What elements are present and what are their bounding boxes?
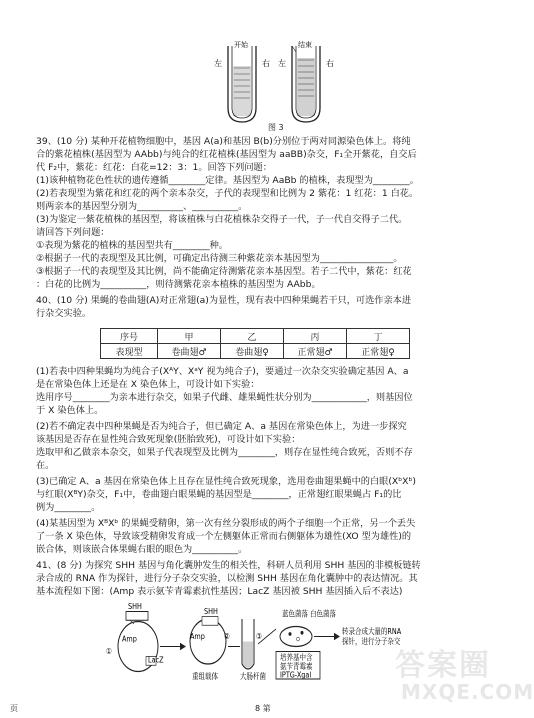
table-cell: 丙	[284, 329, 347, 344]
colony-label: 蓝色菌落 白色菌落	[282, 608, 336, 619]
table-cell: 乙	[221, 329, 284, 344]
step-1: ①	[106, 646, 112, 657]
q40-line: 在。	[36, 460, 55, 471]
q40-line: 该基因是否存在显性纯合致死现象(胚胎致死)，可设计如下实验：	[36, 434, 301, 445]
step-3: ③	[256, 631, 262, 642]
q40-line: (3)已确定 A、a 基因在常染色体上且存在显性纯合致死现象，选用卷曲翅果蝇中的白眼(XᵇXᵇ)	[36, 476, 416, 487]
end-label: 结束	[298, 41, 312, 49]
table-row	[101, 344, 410, 359]
figure-3-u-tubes	[200, 38, 350, 134]
q40-line: (2)若不确定表中四种果蝇是否为纯合子，但已确定 A、a 基因在常染色体上，为进一步探究	[36, 421, 407, 432]
fruitfly-table	[100, 328, 410, 359]
q39-line: ②根据子一代的表现型及其比例，可确定出待测三种紫花亲本基因型为________________。	[36, 253, 403, 264]
q40-line: 是在常染色体上还是在 X 染色体上，可设计如下实验：	[36, 379, 260, 390]
q39-line: 39、(10 分) 某种开花植物细胞中，基因 A(a)和基因 B(b)分别位于两对同源染色体上。将纯	[36, 136, 411, 147]
q40-line: 嵌合体，则该嵌合体果蝇右眼的眼色为__________。	[36, 544, 248, 555]
q40-line: 选用序号________为亲本进行杂交，如果子代雌、雄果蝇性状分别为____________，则基因位	[36, 392, 413, 403]
u-tube-end	[292, 46, 320, 122]
table-cell: 序号	[101, 329, 158, 344]
result-line-1: 转录合成大量的RNA	[342, 626, 402, 637]
medium-line-1: 培养基中含	[280, 652, 313, 663]
q40-line: (4)某基因型为 XᴮXᵇ 的果蝇受精卵，第一次有丝分裂形成的两个子细胞一个正常，另一个丢失	[36, 518, 416, 529]
q41-line: 基本流程如下图：(Amp 表示氨苄青霉素抗性基因；LacZ 基因被 SHH 基因插入后不表达)	[36, 586, 403, 597]
amp-label-1: Amp	[122, 633, 137, 644]
shh-label-1: SHH	[128, 601, 142, 612]
table-header-row	[101, 329, 410, 344]
u-tube-start	[228, 46, 256, 122]
q40-line: 于 X 染色体上。	[36, 405, 104, 416]
q40-line: 与红眼(XᴮY)杂交，F₁中，卷曲翅白眼果蝇的基因型是________，正常翅红眼果蝇占 F₁的比	[36, 489, 402, 500]
q39-line: 合的紫花植株(基因型为 AAbb)与纯合的红花植株(基因型为 aaBB)杂交，F₁全开紫花，自交后	[36, 149, 417, 160]
footer-left: 页	[10, 704, 18, 713]
table-cell: 表现型	[101, 344, 158, 359]
q40-line: 选取甲和乙做亲本杂交，如果子代表现型及比例为________，则存在显性纯合致死，否则不存	[36, 447, 413, 458]
shh-label-2: SHH	[204, 606, 218, 617]
left-label-2: 左	[278, 59, 286, 68]
q39-line: 请回答下列问题：	[36, 227, 110, 238]
q40-line: 40、(10 分) 果蝇的卷曲翅(A)对正常翅(a)为显性，现有表中四种果蝇若干只，可选作亲本进	[36, 295, 412, 306]
q40-line: (1)若表中四种果蝇均为纯合子(XᴬY、XᵃY 视为纯合子)，要通过一次杂交实验确定基因 A、a	[36, 366, 409, 377]
medium-line-3: IPTG-Xgal	[280, 670, 312, 680]
q39-line: ③根据子一代的表现型及其比例，尚不能确定待测紫花亲本基因型。若子二代中，紫花：红花	[36, 266, 412, 277]
watermark-sub: MXQE.COM	[401, 680, 534, 704]
q39-line: ：白花的比例为__________，则待测紫花亲本植株的基因型为 AAbb。	[36, 279, 321, 290]
q40-line: 了一条 X 染色体，导致该受精卵发育成一个左侧躯体正常而右侧躯体为雄性(XO 型为雄性)的	[36, 531, 412, 542]
q41-line: 录合成的 RNA 作为探针，进行分子杂交实验，以检测 SHH 基因在角化囊肿中的表达情况。其	[36, 573, 418, 584]
table-cell: 正常翅♂	[284, 344, 347, 359]
q39-line: 代 F₂中，紫花：红花：白花=12：3：1。回答下列问题：	[36, 162, 272, 173]
q39-line: (2)若表现型为紫花和红花的两个亲本杂交，子代的表现型和比例为 2 紫花：1 红花：1 白花。	[36, 188, 419, 199]
page-number: 8 第	[255, 704, 271, 713]
q40-line: 例为________。	[36, 502, 101, 513]
vector-label: 重组载体	[192, 671, 218, 682]
watermark-logo	[395, 640, 534, 712]
lacz-label: LacZ	[148, 655, 164, 665]
bacteria-tube	[242, 619, 254, 669]
watermark-main: 答案圈	[395, 648, 491, 683]
q39-line: ①表现为紫花的植株的基因型共有________种。	[36, 240, 228, 251]
table-cell: 卷曲翅♀	[221, 344, 284, 359]
table-cell: 卷曲翅♂	[158, 344, 221, 359]
start-label: 开始	[234, 41, 248, 49]
right-label-1: 右	[262, 59, 270, 68]
amp-label-2: Amp	[190, 631, 205, 642]
arrow-head-icon	[180, 643, 186, 651]
step-2: ②	[224, 631, 230, 642]
ecoli-label: 大肠杆菌	[240, 671, 266, 682]
result-line-2: 探针，进行分子杂交	[342, 636, 401, 647]
left-label-1: 左	[214, 59, 222, 68]
arrow-head-icon	[334, 633, 340, 641]
q39-line: (1)该种植物花色性状的遗传遵循________定律。基因型为 AaBb 的植株，表现型为________。	[36, 175, 419, 186]
experiment-flow-diagram	[100, 601, 420, 684]
medium-line-2: 氨苄青霉素	[280, 661, 313, 672]
q39-line: 则两亲本的基因型分别为__________、__________。	[36, 201, 248, 212]
table-cell: 甲	[158, 329, 221, 344]
q41-line: 41、(8 分) 为探究 SHH 基因与角化囊肿发生的相关性，科研人员利用 SHH 基因的非模板链转	[36, 560, 421, 571]
right-label-2: 右	[326, 59, 334, 68]
table-cell: 正常翅♀	[347, 344, 410, 359]
q40-line: 行杂交实验。	[36, 308, 92, 319]
q39-line: (3)为鉴定一紫花植株的基因型，将该植株与白花植株杂交得子一代，子一代自交得子二代。	[36, 214, 408, 225]
figure-caption: 图 3	[268, 123, 284, 132]
table-cell: 丁	[347, 329, 410, 344]
